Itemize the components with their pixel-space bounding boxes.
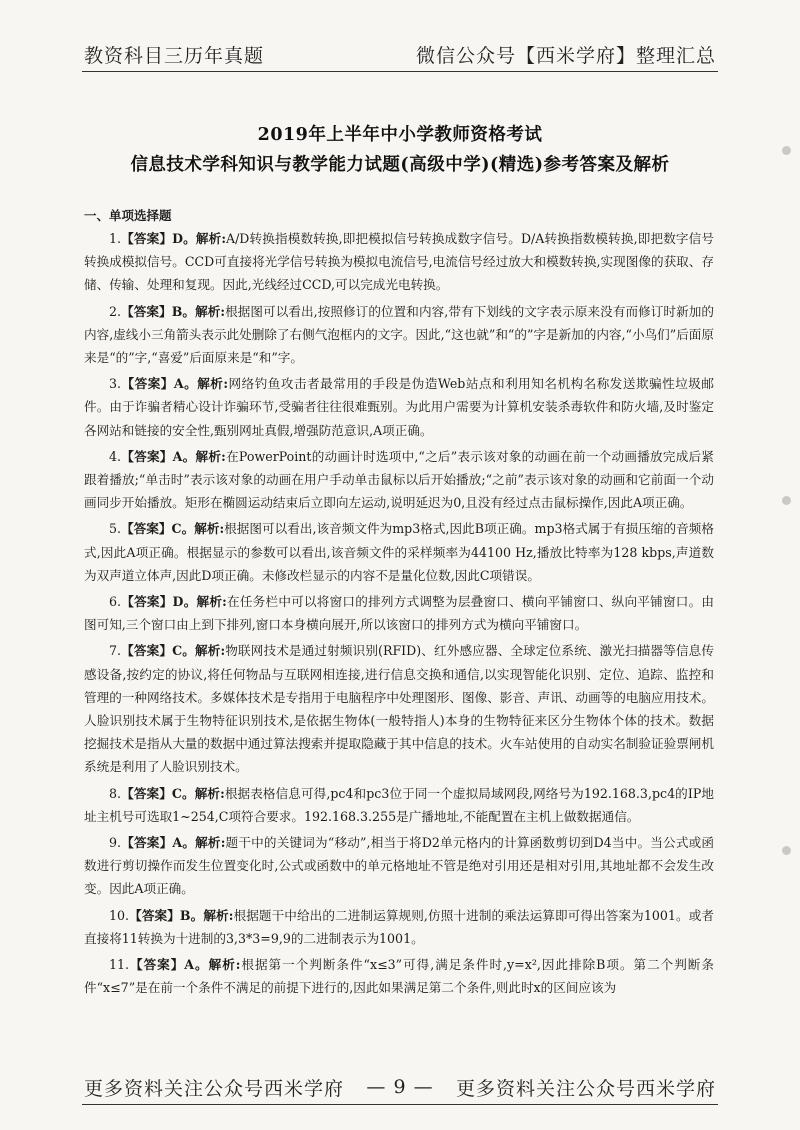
analysis-label: 解析: bbox=[195, 643, 226, 659]
footer-right: 更多资料关注公众号西米学府 bbox=[455, 1077, 716, 1100]
answer-item bbox=[84, 517, 714, 587]
answer-number: 1. bbox=[109, 231, 122, 246]
analysis-label: 解析: bbox=[195, 835, 226, 851]
answer-number: 8. bbox=[109, 785, 122, 801]
answer-item bbox=[84, 445, 714, 515]
analysis-label: 解析: bbox=[195, 448, 226, 464]
analysis-text: 物联网技术是通过射频识别(RFID)、红外感应器、全球定位系统、激光扫描器等信息传感设备,按约定的协议,将任何物品与互联网相连接,进行信息交换和通信,以实现智能化识别、定位、追踪、监控和管理的一种网络技术。多媒体技术是专指用于电脑程序中处理图形、图像、影音、声讯、动画等的电脑应用技术。人脸识别技术属于生物特征识别技术,是依据生物体(一般特指人)本身的生物特征来区分生物体个体的技术。数据挖掘技术是指从大量的数据中通过算法搜索并提取隐藏于其中信息的技术。火车站使用的自动实名制验证验票闸机系统是利用了人脸识别技术。 bbox=[84, 643, 715, 775]
answer-item bbox=[84, 953, 714, 999]
answer-key: 【答案】B。 bbox=[121, 303, 196, 319]
answer-number: 7. bbox=[109, 643, 122, 659]
answer-key: 【答案】A。 bbox=[121, 448, 196, 464]
analysis-text: 根据图可以看出,按照修订的位置和内容,带有下划线的文字表示原来没有而修订时新加的内容,虚线小三角箭头表示此处删除了右侧气泡框内的文字。因此,“这也就”和“的”字是新加的内容,“小鸟们”后面原来是“的”字,“喜爱”后面原来是“和”字。 bbox=[84, 303, 714, 366]
answer-item bbox=[84, 639, 714, 778]
analysis-text: 根据图可以看出,该音频文件为mp3格式,因此B项正确。mp3格式属于有损压缩的音频格式,因此A项正确。根据显示的参数可以看出,该音频文件的采样频率为44100 Hz,播放比特率为128 kbps,声道数为双声道立体声,因此D项正确。未修改栏显示的内容不是量化位数,因此C项错误。 bbox=[84, 521, 714, 583]
analysis-text: 题干中的关键词为“移动”,相当于将D2单元格内的计算函数剪切到D4当中。当公式或函数进行剪切操作而发生位置变化时,公式或函数中的单元格地址不管是绝对引用还是相对引用,其地址都不会发生改变。因此A项正确。 bbox=[84, 835, 714, 897]
answer-key: 【答案】D。 bbox=[121, 231, 196, 246]
answer-key: 【答案】C。 bbox=[121, 521, 195, 537]
answer-number: 9. bbox=[109, 835, 122, 851]
analysis-text: 网络钓鱼攻击者最常用的手段是伪造Web站点和利用知名机构名称发送欺骗性垃圾邮件。由于诈骗者精心设计诈骗环节,受骗者往往很难甄别。为此用户需要为计算机安装杀毒软件和防火墙,及时鉴定各网站和链接的安全性,甄别网址真假,增强防范意识,A项正确。 bbox=[84, 376, 714, 438]
analysis-label: 解析: bbox=[195, 303, 226, 319]
analysis-label: 解析: bbox=[208, 957, 241, 973]
answer-key: 【答案】A。 bbox=[121, 376, 198, 392]
analysis-text: 根据第一个判断条件“x≤3”可得,满足条件时,y=x²,因此排除B项。第二个判断条件“x≤7”是在前一个条件不满足的前提下进行的,因此如果满足第二个条件,则此时x的区间应该为 bbox=[84, 957, 714, 996]
answer-item bbox=[84, 227, 714, 297]
answer-item bbox=[84, 300, 714, 370]
answer-key: 【答案】A。 bbox=[121, 835, 196, 851]
answer-list bbox=[84, 227, 714, 1003]
header-rule bbox=[82, 71, 718, 72]
answer-number: 11. bbox=[109, 957, 130, 973]
answer-item bbox=[84, 782, 714, 828]
analysis-text: 根据表格信息可得,pc4和pc3位于同一个虚拟局域网段,网络号为192.168.3,pc4的IP地址主机号可选取1~254,C项符合要求。192.168.3.255是广播地址,不能配置在主机上做数据通信。 bbox=[84, 785, 714, 824]
exam-title: 2019年上半年中小学教师资格考试 bbox=[257, 125, 543, 145]
page-footer bbox=[84, 1072, 716, 1102]
footer-rule bbox=[82, 1104, 718, 1105]
analysis-label: 解析: bbox=[194, 521, 225, 537]
analysis-text: 在PowerPoint的动画计时选项中,“之后”表示该对象的动画在前一个动画播放完成后紧跟着播放;“单击时”表示该对象的动画在用户手动单击鼠标以后开始播放;“之前”表示该对象的动画和它前面一个动画同步开始播放。矩形在椭圆运动结束后立即向左运动,说明延迟为0,且没有经过点击鼠标操作,因此A项正确。 bbox=[84, 448, 714, 511]
answer-key: 【答案】A。 bbox=[129, 957, 209, 973]
answer-item bbox=[84, 590, 714, 636]
analysis-text: 在任务栏中可以将窗口的排列方式调整为层叠窗口、横向平铺窗口、纵向平铺窗口。由图可知,三个窗口由上到下排列,窗口本身横向展开,所以该窗口的排列方式为横向平铺窗口。 bbox=[84, 594, 715, 633]
header-left: 教资科目三历年真题 bbox=[84, 45, 265, 67]
answer-key: 【答案】B。 bbox=[129, 907, 204, 923]
answer-item bbox=[84, 904, 714, 950]
page-number: — 9 — bbox=[366, 1076, 434, 1098]
analysis-label: 解析: bbox=[203, 907, 234, 923]
section-heading: 一、单项选择题 bbox=[84, 208, 172, 223]
analysis-label: 解析: bbox=[195, 231, 226, 246]
footer-left: 更多资料关注公众号西米学府 bbox=[84, 1077, 345, 1100]
answer-number: 4. bbox=[109, 448, 122, 464]
analysis-label: 解析: bbox=[196, 594, 227, 610]
answer-key: 【答案】D。 bbox=[121, 594, 197, 610]
answer-key: 【答案】C。 bbox=[121, 785, 195, 801]
analysis-text: 根据题干中给出的二进制运算规则,仿照十进制的乘法运算即可得出答案为1001。或者直接将11转换为十进制的3,3*3=9,9的二进制表示为1001。 bbox=[84, 907, 714, 946]
binding-hole bbox=[782, 846, 791, 855]
answer-item bbox=[84, 372, 714, 442]
answer-number: 10. bbox=[109, 907, 130, 923]
analysis-text: A/D转换指模数转换,即把模拟信号转换成数字信号。D/A转换指数模转换,即把数字信号转换成模拟信号。CCD可直接将光学信号转换为模拟电流信号,电流信号经过放大和模数转换,实现图像的获取、存储、传输、处理和复现。因此,光线经过CCD,可以完成光电转换。 bbox=[84, 231, 714, 293]
answer-number: 6. bbox=[109, 594, 122, 610]
answer-number: 3. bbox=[109, 376, 122, 392]
binding-hole bbox=[782, 496, 791, 505]
header-right: 微信公众号【西米学府】整理汇总 bbox=[415, 45, 716, 67]
answer-number: 5. bbox=[109, 521, 122, 537]
answer-number: 2. bbox=[109, 303, 122, 319]
page-header bbox=[84, 40, 716, 68]
answer-key: 【答案】C。 bbox=[121, 643, 195, 659]
answer-item bbox=[84, 831, 714, 901]
exam-subtitle: 信息技术学科知识与教学能力试题(高级中学)(精选)参考答案及解析 bbox=[130, 155, 670, 175]
analysis-label: 解析: bbox=[194, 785, 225, 801]
analysis-label: 解析: bbox=[197, 376, 229, 392]
